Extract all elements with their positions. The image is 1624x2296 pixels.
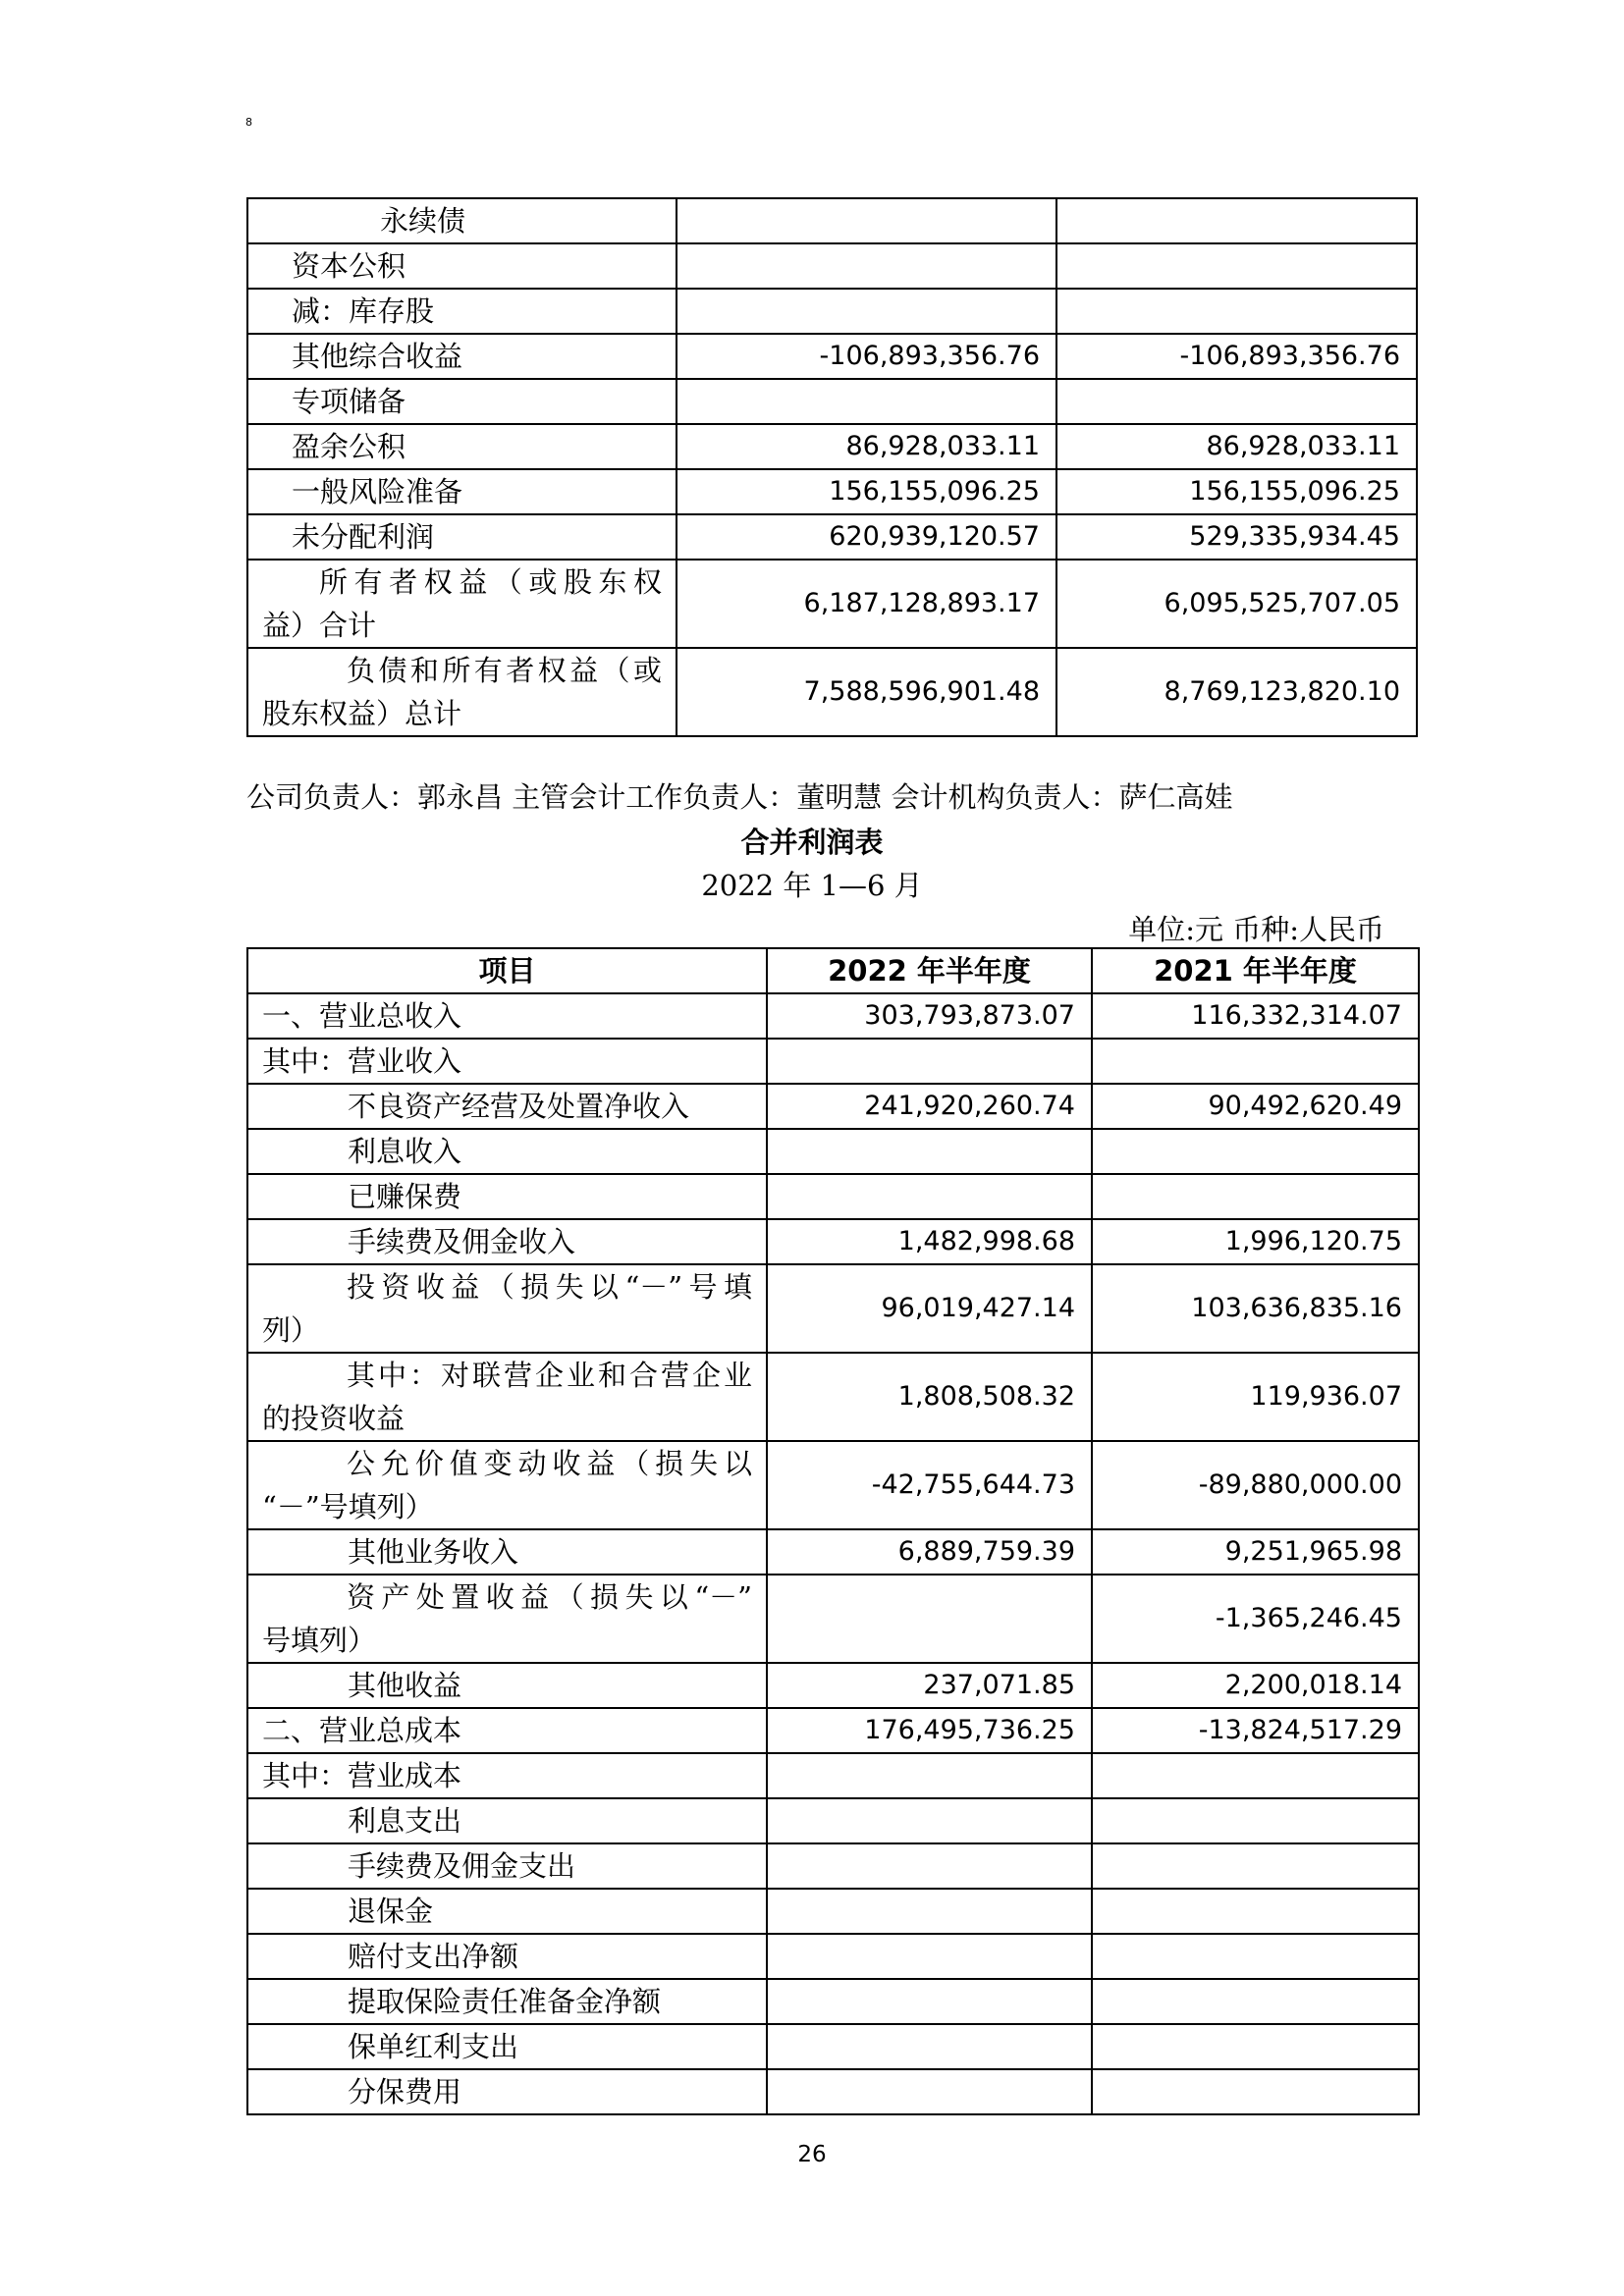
- row-label: 其他业务收入: [247, 1529, 767, 1575]
- prior-value: 6,095,525,707.05: [1056, 560, 1417, 648]
- table-row: [247, 1039, 1419, 1084]
- table-row: [247, 1219, 1419, 1264]
- row-label: 所有者权益（或股东权 益）合计: [247, 560, 677, 648]
- value-2021: [1092, 1039, 1419, 1084]
- table-row: [247, 1798, 1419, 1843]
- prior-value: 8,769,123,820.10: [1056, 648, 1417, 736]
- row-label: 负债和所有者权益（或 股东权益）总计: [247, 648, 677, 736]
- row-label: 一、营业总收入: [247, 993, 767, 1039]
- value-2022: 176,495,736.25: [767, 1708, 1092, 1753]
- prior-value: -106,893,356.76: [1056, 334, 1417, 379]
- value-2022: 237,071.85: [767, 1663, 1092, 1708]
- value-2022: [767, 2024, 1092, 2069]
- value-2022: 1,808,508.32: [767, 1353, 1092, 1441]
- value-2021: -13,824,517.29: [1092, 1708, 1419, 1753]
- table-row: [247, 1753, 1419, 1798]
- current-value: 7,588,596,901.48: [677, 648, 1056, 736]
- value-2021: [1092, 1798, 1419, 1843]
- value-2021: [1092, 1843, 1419, 1889]
- table-row: [247, 1889, 1419, 1934]
- table-row: [247, 289, 1417, 334]
- page-number: 26: [797, 2142, 827, 2167]
- row-label: 资产处置收益（损失以“－” 号填列）: [247, 1575, 767, 1663]
- row-label: 专项储备: [247, 379, 677, 424]
- table-row: [247, 648, 1417, 736]
- prior-value: 86,928,033.11: [1056, 424, 1417, 469]
- row-label: 其他综合收益: [247, 334, 677, 379]
- table-row: [247, 1575, 1419, 1663]
- column-header-2022: 2022 年半年度: [767, 948, 1092, 993]
- unit-currency-note: 单位:元 币种:人民币: [1128, 913, 1384, 946]
- column-header-2021: 2021 年半年度: [1092, 948, 1419, 993]
- table-row: [247, 1979, 1419, 2024]
- row-label: 二、营业总成本: [247, 1708, 767, 1753]
- row-label: 退保金: [247, 1889, 767, 1934]
- value-2021: [1092, 2024, 1419, 2069]
- current-value: [677, 379, 1056, 424]
- prior-value: 529,335,934.45: [1056, 514, 1417, 560]
- row-label: 已赚保费: [247, 1174, 767, 1219]
- table-row: [247, 334, 1417, 379]
- current-value: 620,939,120.57: [677, 514, 1056, 560]
- statement-period: 2022 年 1—6 月: [701, 869, 923, 902]
- table-row: [247, 1129, 1419, 1174]
- row-label: 提取保险责任准备金净额: [247, 1979, 767, 2024]
- table-row: [247, 560, 1417, 648]
- value-2022: 1,482,998.68: [767, 1219, 1092, 1264]
- prior-value: 156,155,096.25: [1056, 469, 1417, 514]
- value-2022: [767, 1174, 1092, 1219]
- row-label: 手续费及佣金支出: [247, 1843, 767, 1889]
- table-row: [247, 1264, 1419, 1353]
- table-row: [247, 514, 1417, 560]
- row-label: 其中：对联营企业和合营企业 的投资收益: [247, 1353, 767, 1441]
- value-2022: [767, 1753, 1092, 1798]
- value-2022: [767, 1889, 1092, 1934]
- table-row: [247, 993, 1419, 1039]
- value-2021: 119,936.07: [1092, 1353, 1419, 1441]
- row-label: 其中：营业收入: [247, 1039, 767, 1084]
- current-value: [677, 243, 1056, 289]
- value-2021: [1092, 1934, 1419, 1979]
- value-2021: [1092, 1174, 1419, 1219]
- table-row: [247, 424, 1417, 469]
- value-2022: [767, 1934, 1092, 1979]
- value-2021: [1092, 1889, 1419, 1934]
- table-row: [247, 1084, 1419, 1129]
- value-2021: 116,332,314.07: [1092, 993, 1419, 1039]
- row-label: 永续债: [247, 198, 677, 243]
- prior-value: [1056, 379, 1417, 424]
- value-2021: 1,996,120.75: [1092, 1219, 1419, 1264]
- table-row: [247, 1529, 1419, 1575]
- value-2022: [767, 1039, 1092, 1084]
- balance-sheet-table: [246, 197, 1418, 737]
- value-2021: -89,880,000.00: [1092, 1441, 1419, 1529]
- value-2022: 241,920,260.74: [767, 1084, 1092, 1129]
- row-label: 其他收益: [247, 1663, 767, 1708]
- income-statement-table: [246, 947, 1420, 2115]
- row-label: 不良资产经营及处置净收入: [247, 1084, 767, 1129]
- value-2022: 6,889,759.39: [767, 1529, 1092, 1575]
- table-row: [247, 1353, 1419, 1441]
- statement-title: 合并利润表: [740, 826, 884, 859]
- row-label: 手续费及佣金收入: [247, 1219, 767, 1264]
- current-value: [677, 198, 1056, 243]
- row-label: 盈余公积: [247, 424, 677, 469]
- value-2021: [1092, 1979, 1419, 2024]
- current-value: 86,928,033.11: [677, 424, 1056, 469]
- value-2022: [767, 1843, 1092, 1889]
- table-row: [247, 198, 1417, 243]
- page-mark: 8: [245, 116, 252, 129]
- value-2022: [767, 1129, 1092, 1174]
- value-2021: 9,251,965.98: [1092, 1529, 1419, 1575]
- value-2021: 2,200,018.14: [1092, 1663, 1419, 1708]
- row-label: 一般风险准备: [247, 469, 677, 514]
- table-row: [247, 1934, 1419, 1979]
- row-label: 减：库存股: [247, 289, 677, 334]
- row-label: 分保费用: [247, 2069, 767, 2114]
- value-2021: [1092, 2069, 1419, 2114]
- current-value: 6,187,128,893.17: [677, 560, 1056, 648]
- value-2022: -42,755,644.73: [767, 1441, 1092, 1529]
- value-2022: [767, 2069, 1092, 2114]
- value-2022: [767, 1798, 1092, 1843]
- row-label: 保单红利支出: [247, 2024, 767, 2069]
- table-row: [247, 2024, 1419, 2069]
- row-label: 资本公积: [247, 243, 677, 289]
- table-row: [247, 379, 1417, 424]
- row-label: 利息支出: [247, 1798, 767, 1843]
- table-row: [247, 1663, 1419, 1708]
- table-header-row: [247, 948, 1419, 993]
- row-label: 公允价值变动收益（损失以 “－”号填列）: [247, 1441, 767, 1529]
- row-label: 赔付支出净额: [247, 1934, 767, 1979]
- prior-value: [1056, 289, 1417, 334]
- table-row: [247, 1174, 1419, 1219]
- value-2022: [767, 1575, 1092, 1663]
- table-row: [247, 2069, 1419, 2114]
- value-2022: [767, 1979, 1092, 2024]
- current-value: [677, 289, 1056, 334]
- prior-value: [1056, 243, 1417, 289]
- value-2022: 303,793,873.07: [767, 993, 1092, 1039]
- value-2021: 103,636,835.16: [1092, 1264, 1419, 1353]
- table-row: [247, 1708, 1419, 1753]
- value-2021: -1,365,246.45: [1092, 1575, 1419, 1663]
- current-value: 156,155,096.25: [677, 469, 1056, 514]
- value-2021: 90,492,620.49: [1092, 1084, 1419, 1129]
- value-2021: [1092, 1129, 1419, 1174]
- prior-value: [1056, 198, 1417, 243]
- table-row: [247, 1441, 1419, 1529]
- row-label: 其中：营业成本: [247, 1753, 767, 1798]
- row-label: 投资收益（损失以“－”号填 列）: [247, 1264, 767, 1353]
- current-value: -106,893,356.76: [677, 334, 1056, 379]
- table-row: [247, 243, 1417, 289]
- table-row: [247, 469, 1417, 514]
- value-2021: [1092, 1753, 1419, 1798]
- table-row: [247, 1843, 1419, 1889]
- column-header-item: 项目: [247, 948, 767, 993]
- value-2022: 96,019,427.14: [767, 1264, 1092, 1353]
- row-label: 利息收入: [247, 1129, 767, 1174]
- signature-line: 公司负责人：郭永昌 主管会计工作负责人：董明慧 会计机构负责人：萨仁高娃: [246, 780, 1233, 814]
- row-label: 未分配利润: [247, 514, 677, 560]
